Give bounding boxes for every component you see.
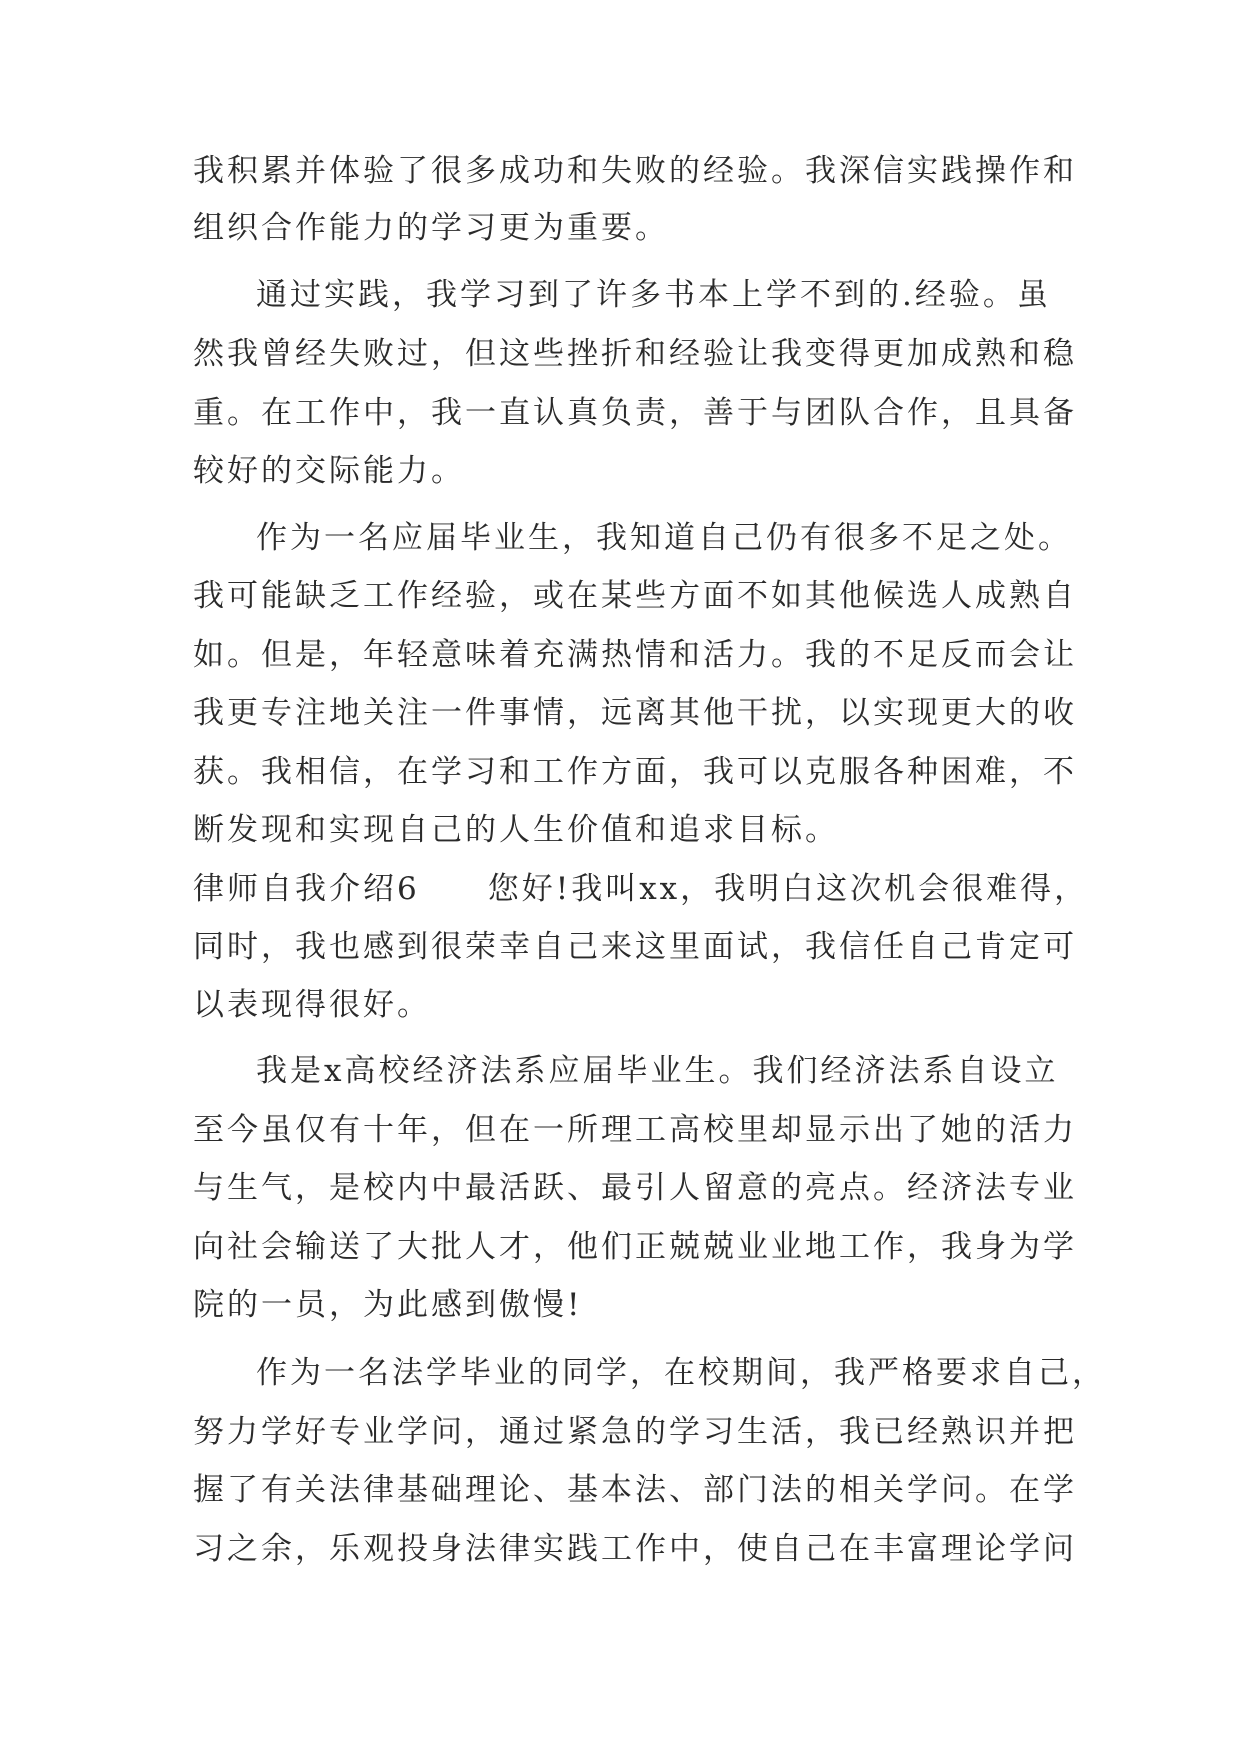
paragraph-3-line-4: 我更专注地关注一件事情，远离其他干扰，以实现更大的收 bbox=[193, 695, 1077, 731]
paragraph-6-line-1: 作为一名法学毕业的同学，在校期间，我严格要求自己， bbox=[256, 1355, 1106, 1391]
paragraph-3-line-3: 如。但是，年轻意味着充满热情和活力。我的不足反而会让 bbox=[193, 637, 1077, 673]
paragraph-5-line-5: 院的一员，为此感到傲慢! bbox=[193, 1287, 583, 1323]
section-heading: 律师自我介绍6 bbox=[193, 871, 420, 907]
paragraph-3-line-1: 作为一名应届毕业生，我知道自己仍有很多不足之处。 bbox=[256, 520, 1072, 556]
paragraph-5-line-3: 与生气，是校内中最活跃、最引人留意的亮点。经济法专业 bbox=[193, 1170, 1077, 1206]
paragraph-1-line-1: 我积累并体验了很多成功和失败的经验。我深信实践操作和 bbox=[193, 153, 1077, 189]
paragraph-2-line-3: 重。在工作中，我一直认真负责，善于与团队合作，且具备 bbox=[193, 395, 1077, 431]
paragraph-3-line-5: 获。我相信，在学习和工作方面，我可以克服各种困难，不 bbox=[193, 754, 1077, 790]
heading-line bbox=[193, 860, 1088, 918]
paragraph-4-line-3: 以表现得很好。 bbox=[193, 987, 431, 1023]
paragraph-5-line-1: 我是x高校经济法系应届毕业生。我们经济法系自设立 bbox=[256, 1053, 1059, 1089]
paragraph-3-line-2: 我可能缺乏工作经验，或在某些方面不如其他候选人成熟自 bbox=[193, 578, 1077, 614]
paragraph-3-line-6: 断发现和实现自己的人生价值和追求目标。 bbox=[193, 812, 839, 848]
paragraph-2-line-1: 通过实践，我学习到了许多书本上学不到的.经验。虽 bbox=[256, 277, 1051, 313]
paragraph-5-line-2: 至今虽仅有十年，但在一所理工高校里却显示出了她的活力 bbox=[193, 1112, 1077, 1148]
paragraph-2-line-2: 然我曾经失败过，但这些挫折和经验让我变得更加成熟和稳 bbox=[193, 336, 1077, 372]
paragraph-1-line-2: 组织合作能力的学习更为重要。 bbox=[193, 210, 669, 246]
paragraph-2-line-4: 较好的交际能力。 bbox=[193, 453, 465, 489]
paragraph-5-line-4: 向社会输送了大批人才，他们正兢兢业业地工作，我身为学 bbox=[193, 1229, 1077, 1265]
paragraph-4-line-2: 同时，我也感到很荣幸自己来这里面试，我信任自己肯定可 bbox=[193, 929, 1077, 965]
paragraph-6-line-3: 握了有关法律基础理论、基本法、部门法的相关学问。在学 bbox=[193, 1472, 1077, 1508]
paragraph-4-line-1: 您好!我叫xx，我明白这次机会很难得， bbox=[487, 871, 1089, 907]
paragraph-6-line-4: 习之余，乐观投身法律实践工作中，使自己在丰富理论学问 bbox=[193, 1531, 1077, 1567]
paragraph-6-line-2: 努力学好专业学问，通过紧急的学习生活，我已经熟识并把 bbox=[193, 1414, 1077, 1450]
